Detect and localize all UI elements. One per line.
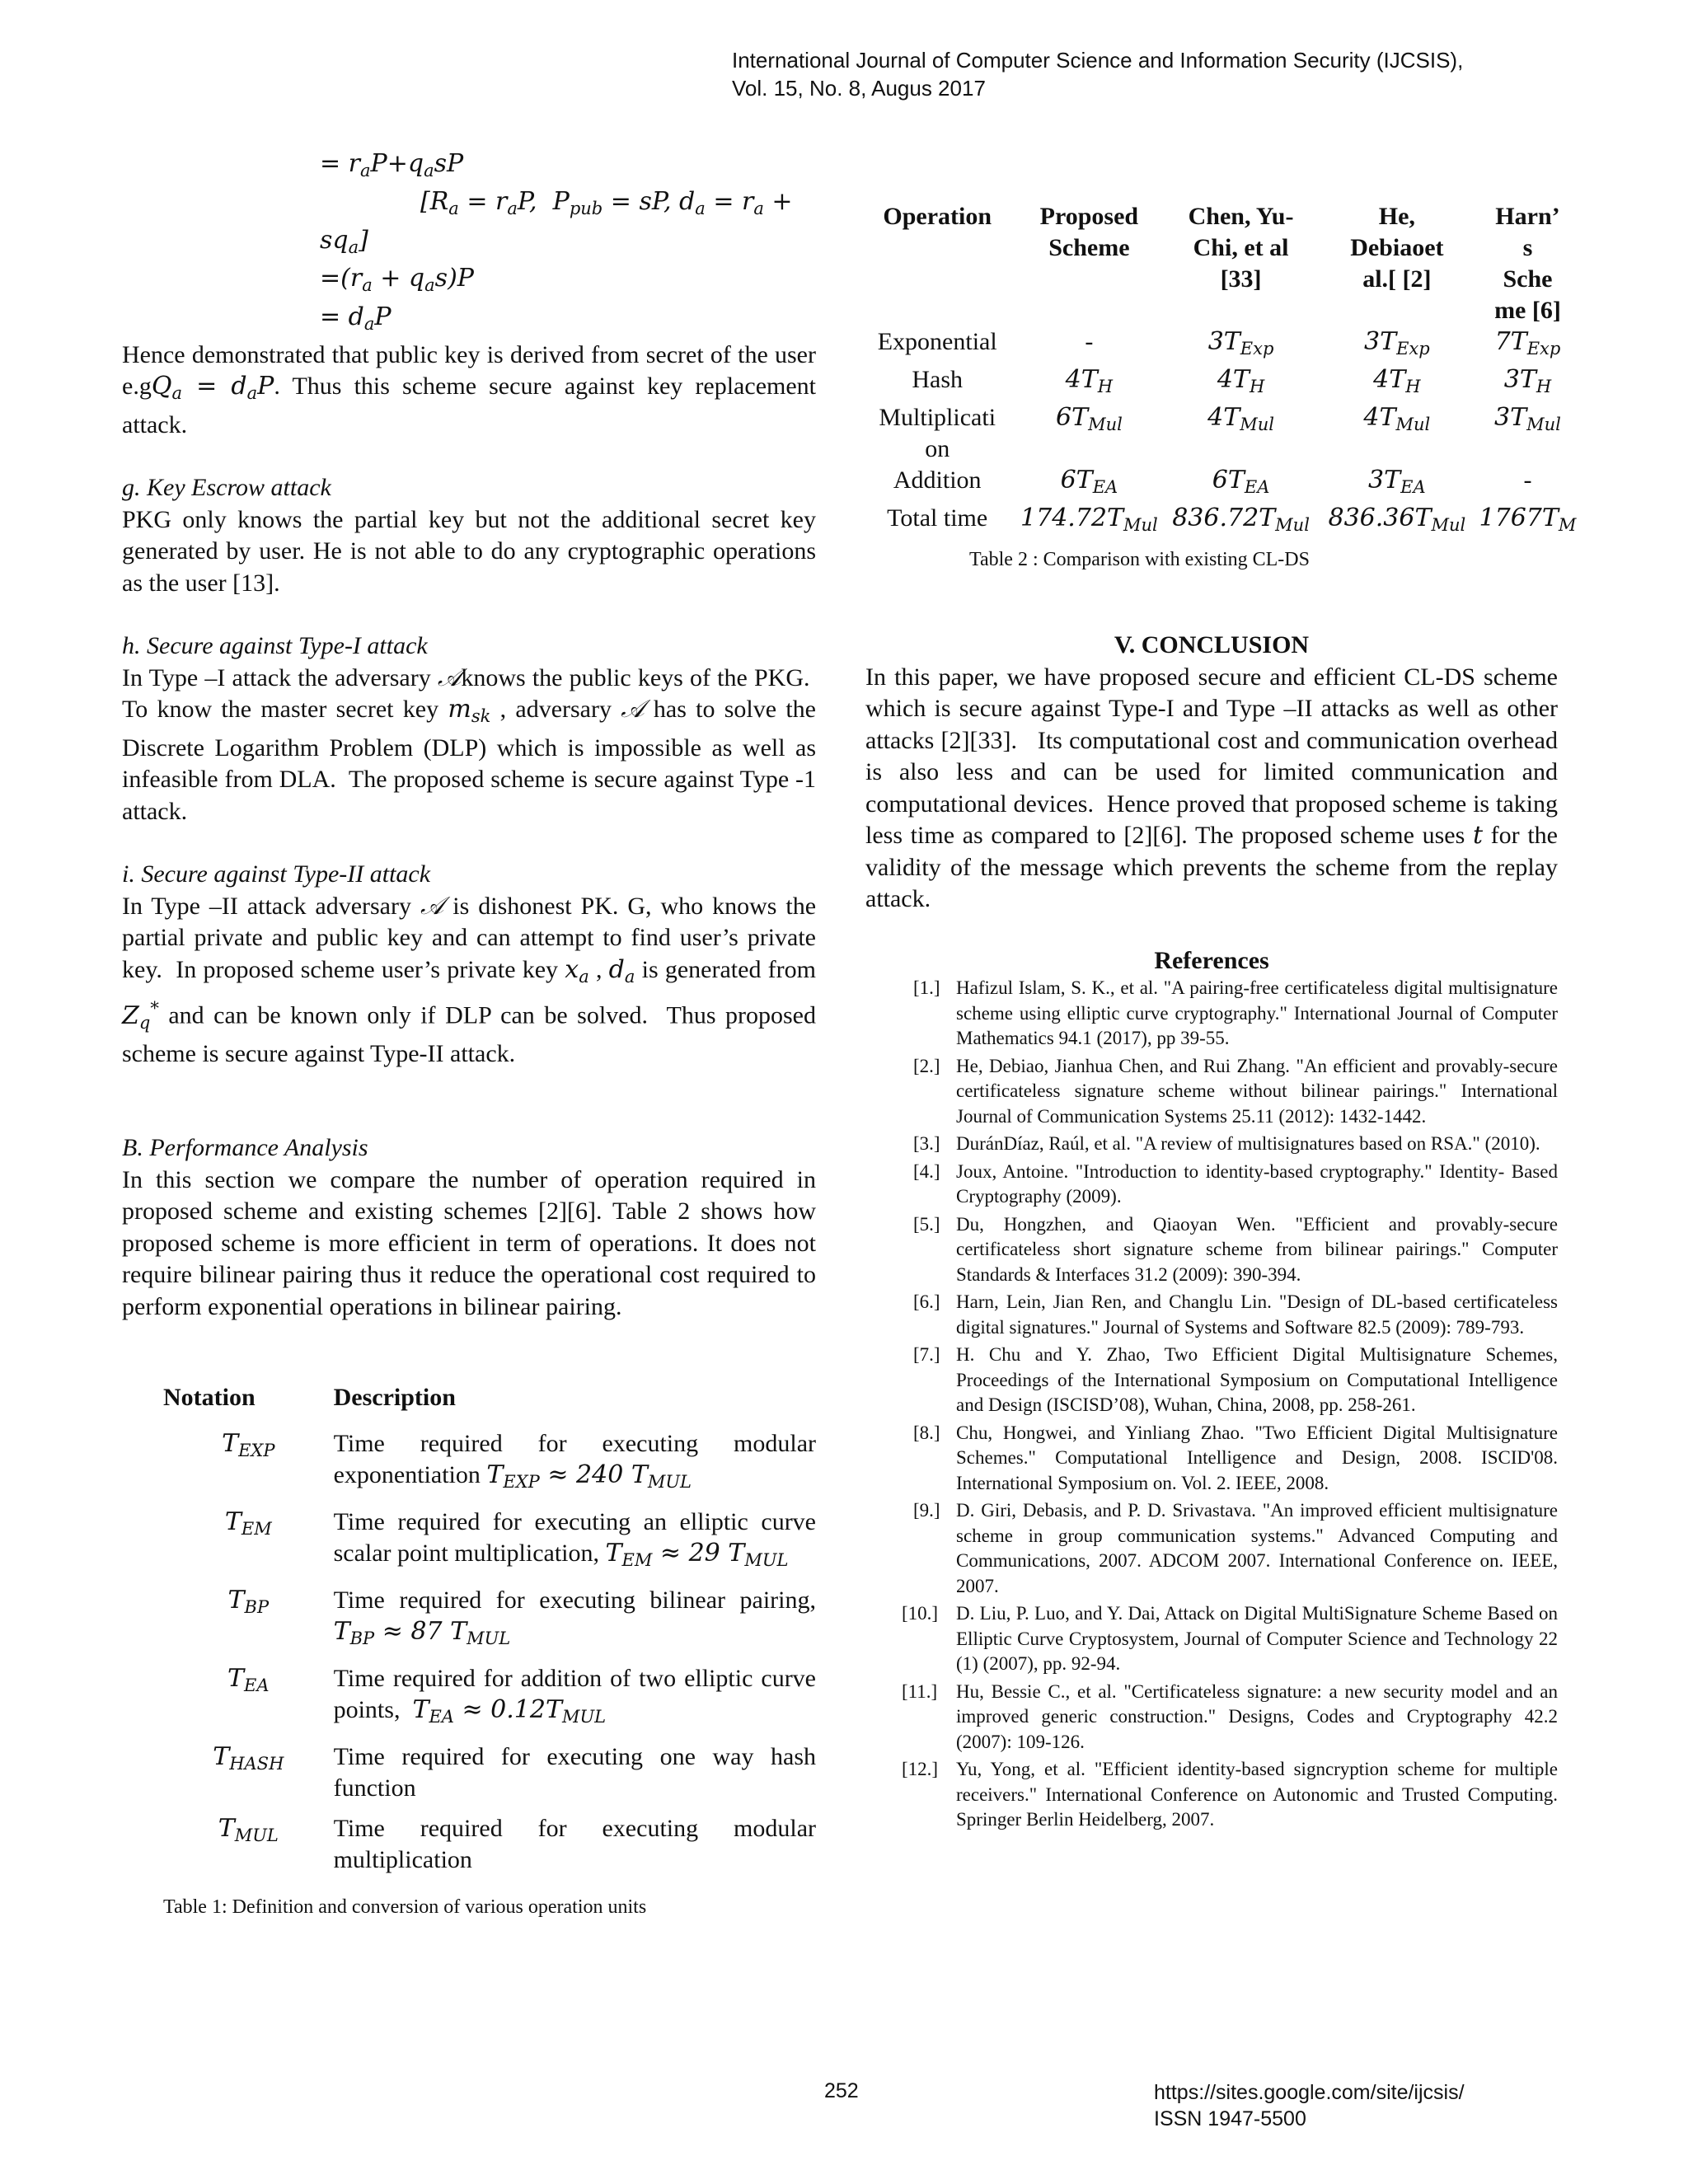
section-b-text: In this section we compare the number of operation required in proposed scheme and existing schemes [2][6]. Table 2 shows how proposed scheme is more efficient in term of operations. It does not require bilinear pairing thus it reduce the operational cost required to perform exponential operations in bilinear pairing. [122, 1165, 816, 1320]
public-key-paragraph: Hence demonstrated that public key is derived from secret of the user $e.gQ_a = d_aP$. Thus this scheme secure against key replacement attack. [122, 340, 816, 438]
cell-chen-add: $6T_{EA}$ [1212, 465, 1270, 497]
symbol-t-ea: $T_{EA}$ [227, 1664, 270, 1695]
symbol-t-mul: $T_{MUL}$ [218, 1813, 279, 1845]
table-row [857, 503, 1582, 541]
cell-harn-add: - [1523, 466, 1532, 494]
journal-volume: Vol. 15, No. 8, Augus 2017 [732, 76, 986, 101]
op-total-time: Total time [887, 504, 988, 532]
reference-item: [9.] D. Giri, Debasis, and P. D. Srivastava. "An improved efficient multisignature scheme in group communication systems." Advanced Computing and Communications, 2007. ADCOM 2007. International Conference on. IEEE, 2007. [913, 1500, 1558, 1596]
table-2-header-row [857, 201, 1582, 326]
cell-he-total: $836.36T_{Mul}$ [1328, 503, 1466, 535]
section-h-text: In Type –I attack the adversary 𝒜knows the public keys of the PKG. To know the master secret key $m_{sk}$ , adversary 𝒜 has to solve the Discrete Logarithm Problem (DLP) which is impossible as well as infeasible from DLA. The proposed scheme is secure against Type -1 attack. [122, 663, 816, 825]
table-1-notation-header: Notation [163, 1384, 256, 1412]
conclusion-section [865, 630, 1558, 916]
table-row [857, 326, 1582, 364]
equation-line-2: [$R_a = r_aP$, $P_{pub}$ = sP, $d_a = r_a$ + [420, 187, 793, 219]
footer-issn: ISSN 1947-5500 [1154, 2107, 1306, 2130]
cell-proposed-mul: $6T_{Mul}$ [1055, 402, 1123, 434]
left-column [122, 148, 816, 1919]
reference-item: [1.] Hafizul Islam, S. K., et al. "A pairing-free certificateless digital multisignature scheme using elliptic curve cryptography." International Journal of Computer Mathematics 94.1 (2017), pp 39-55. [913, 977, 1558, 1048]
cell-chen-mul: $4T_{Mul}$ [1207, 402, 1274, 434]
journal-title: International Journal of Computer Science and Information Security (IJCSIS), [732, 48, 1464, 73]
cell-harn-hash: $3T_H$ [1503, 364, 1552, 396]
table-row [163, 1813, 816, 1885]
symbol-t-exp: $T_{EXP}$ [222, 1429, 275, 1461]
equation-line-4: $=(r_a + q_as)P$ [320, 264, 474, 295]
description-t-ea: Time required for addition of two elliptic curve points, $T_{EA} \approx 0.12T_{MUL}$ [333, 1665, 816, 1727]
description-t-hash: Time required for executing one way hash function [333, 1742, 816, 1802]
equation-line-1: = $r_aP+q_asP$ [320, 149, 464, 180]
symbol-t-bp: $T_{BP}$ [227, 1586, 270, 1618]
table-2-operation-header: Operation [883, 203, 992, 230]
reference-item: [4.] Joux, Antoine. "Introduction to identity-based cryptography." Identity- Based Cryptography (2009). [913, 1160, 1558, 1207]
conclusion-text: In this paper, we have proposed secure and efficient CL-DS scheme which is secure against Type-I and Type –II attacks as well as other attacks [2][33]. Its computational cost and communication overhead is also less and can be used for limited communication and computational devices. Hence proved that proposed scheme is taking less time as compared to [2][6]. The proposed scheme uses t for the validity of the message which prevents the scheme from the replay attack. [865, 663, 1559, 912]
cell-he-hash: $4T_H$ [1373, 364, 1421, 396]
section-i-text: In Type –II attack adversary 𝒜 is dishonest PK. G, who knows the partial private and public key and can attempt to find user’s private key. In proposed scheme user’s private key $x_a$ , $d_a$ is generated from $Z_q^*$ and can be known only if DLP can be solved. Thus proposed scheme is secure against Type-II attack. [122, 891, 817, 1067]
cell-proposed-hash: $4T_H$ [1065, 364, 1114, 396]
reference-item: [6.] Harn, Lein, Jian Ren, and Changlu Lin. "Design of DL-based certificateless digital signatures." Journal of Systems and Software 82.5 (2009): 789-793. [913, 1291, 1558, 1338]
cell-proposed-total: $174.72T_{Mul}$ [1020, 503, 1158, 535]
reference-item: [2.] He, Debiao, Jianhua Chen, and Rui Zhang. "An efficient and provably-secure certificateless signature scheme without bilinear pairings." International Journal of Communication Systems 25.11 (2012): 1432-1442. [913, 1055, 1558, 1127]
equation-line-5: = $d_aP$ [320, 302, 392, 334]
table-2-he-header: He, Debiaoet al.[ [2] [1350, 203, 1444, 293]
cell-chen-hash: $4T_H$ [1217, 364, 1265, 396]
description-t-mul: Time required for executing modular multiplication [333, 1814, 816, 1873]
reference-item: [3.] DuránDíaz, Raúl, et al. "A review of multisignatures based on RSA." (2010). [913, 1133, 1540, 1154]
op-hash: Hash [912, 365, 964, 393]
references-section [865, 946, 1558, 1835]
table-row [857, 402, 1582, 465]
cell-harn-total: $1767T_M$ [1479, 503, 1577, 535]
cell-proposed-add: $6T_{EA}$ [1060, 465, 1118, 497]
equation-block [122, 148, 816, 340]
footer-info [1154, 2079, 1465, 2132]
table-row [163, 1428, 816, 1507]
description-t-em: Time required for executing an elliptic curve scalar point multiplication, $T_{EM} \approx 29$ $T_{MUL}$ [333, 1508, 816, 1571]
op-exponential: Exponential [877, 328, 997, 355]
table-1-header-row [163, 1382, 816, 1428]
journal-header [732, 46, 1463, 102]
section-h-title: h. Secure against Type-I attack [122, 632, 428, 660]
table-2-proposed-header: Proposed Scheme [1039, 203, 1139, 261]
op-multiplication: Multiplicati on [879, 403, 996, 462]
table-row [857, 465, 1582, 503]
cell-he-exp: $3T_{Exp}$ [1363, 327, 1430, 359]
cell-he-add: $3T_{EA}$ [1368, 465, 1426, 497]
table-1 [163, 1382, 816, 1885]
description-t-exp: Time required for executing modular exponentiation $T_{EXP} \approx 240$ $T_{MUL}$ [333, 1430, 816, 1493]
cell-harn-mul: $3T_{Mul}$ [1494, 402, 1561, 434]
section-i-title: i. Secure against Type-II attack [122, 860, 431, 888]
page-number: 252 [824, 2079, 859, 2102]
references-list [865, 976, 1558, 1833]
table-row [163, 1585, 816, 1663]
section-g-title: g. Key Escrow attack [122, 474, 331, 502]
section-g-text: PKG only knows the partial key but not the additional secret key generated by user. He is not able to do any cryptographic operations as the user [13]. [122, 505, 816, 597]
references-title: References [1154, 947, 1269, 974]
reference-item: [7.] H. Chu and Y. Zhao, Two Efficient Digital Multisignature Schemes, Proceedings of the International Symposium on Computational Intelligence and Design (ISCISD’08), Wuhan, China, 2008, pp. 258-261. [913, 1344, 1558, 1415]
op-addition: Addition [893, 466, 982, 494]
symbol-t-em: $T_{EM}$ [224, 1507, 272, 1540]
table-row [163, 1507, 816, 1585]
reference-item: [12.] Yu, Yong, et al. "Efficient identity-based signcryption scheme for multiple receivers." International Conference on Autonomic and Trusted Computing. Springer Berlin Heidelberg, 2007. [902, 1759, 1558, 1830]
description-t-bp: Time required for executing bilinear pairing, $T_{BP} \approx 87$ $T_{MUL}$ [333, 1586, 816, 1649]
reference-item: [8.] Chu, Hongwei, and Yinliang Zhao. "Two Efficient Digital Multisignature Schemes." Computational Intelligence and Design, 2008. ISCID'08. International Symposium on. Vol. 2. IEEE, 2008. [913, 1422, 1558, 1493]
section-b-title: B. Performance Analysis [122, 1134, 368, 1162]
footer-url[interactable]: https://sites.google.com/site/ijcsis/ [1154, 2081, 1465, 2104]
symbol-t-hash: $T_{HASH}$ [213, 1741, 284, 1774]
reference-item: [11.] Hu, Bessie C., et al. "Certificateless signature: a new security model and an improved generic construction." Designs, Codes and Cryptography 42.2 (2007): 109-126. [902, 1680, 1558, 1752]
conclusion-title: V. CONCLUSION [1114, 631, 1310, 658]
table-row [163, 1663, 816, 1741]
table-2 [857, 201, 1582, 541]
table-row [857, 364, 1582, 402]
reference-item: [10.] D. Liu, P. Luo, and Y. Dai, Attack on Digital MultiSignature Scheme Based on Elliptic Curve Cryptosystem, Journal of Computer Science and Technology 22 (1) (2007), pp. 92-94. [902, 1603, 1558, 1674]
table-2-harn-header: Harn’ s Sche me [6] [1494, 203, 1561, 324]
table-1-caption: Table 1: Definition and conversion of various operation units [163, 1896, 647, 1918]
table-1-description-header: Description [333, 1384, 456, 1412]
cell-he-mul: $4T_{Mul}$ [1363, 402, 1431, 434]
cell-harn-exp: $7T_{Exp}$ [1494, 327, 1561, 359]
cell-chen-total: $836.72T_{Mul}$ [1172, 503, 1310, 535]
cell-proposed-exp: - [1085, 328, 1094, 355]
reference-item: [5.] Du, Hongzhen, and Qiaoyan Wen. "Efficient and provably-secure certificateless short signature scheme from bilinear pairings." Computer Standards & Interfaces 31.2 (2009): 390-394. [913, 1213, 1558, 1285]
table-2-chen-header: Chen, Yu- Chi, et al [33] [1188, 203, 1294, 293]
table-row [163, 1741, 816, 1813]
table-2-caption: Table 2 : Comparison with existing CL-DS [969, 549, 1310, 570]
equation-line-3: $sq_a$] [320, 225, 368, 257]
cell-chen-exp: $3T_{Exp}$ [1207, 327, 1274, 359]
